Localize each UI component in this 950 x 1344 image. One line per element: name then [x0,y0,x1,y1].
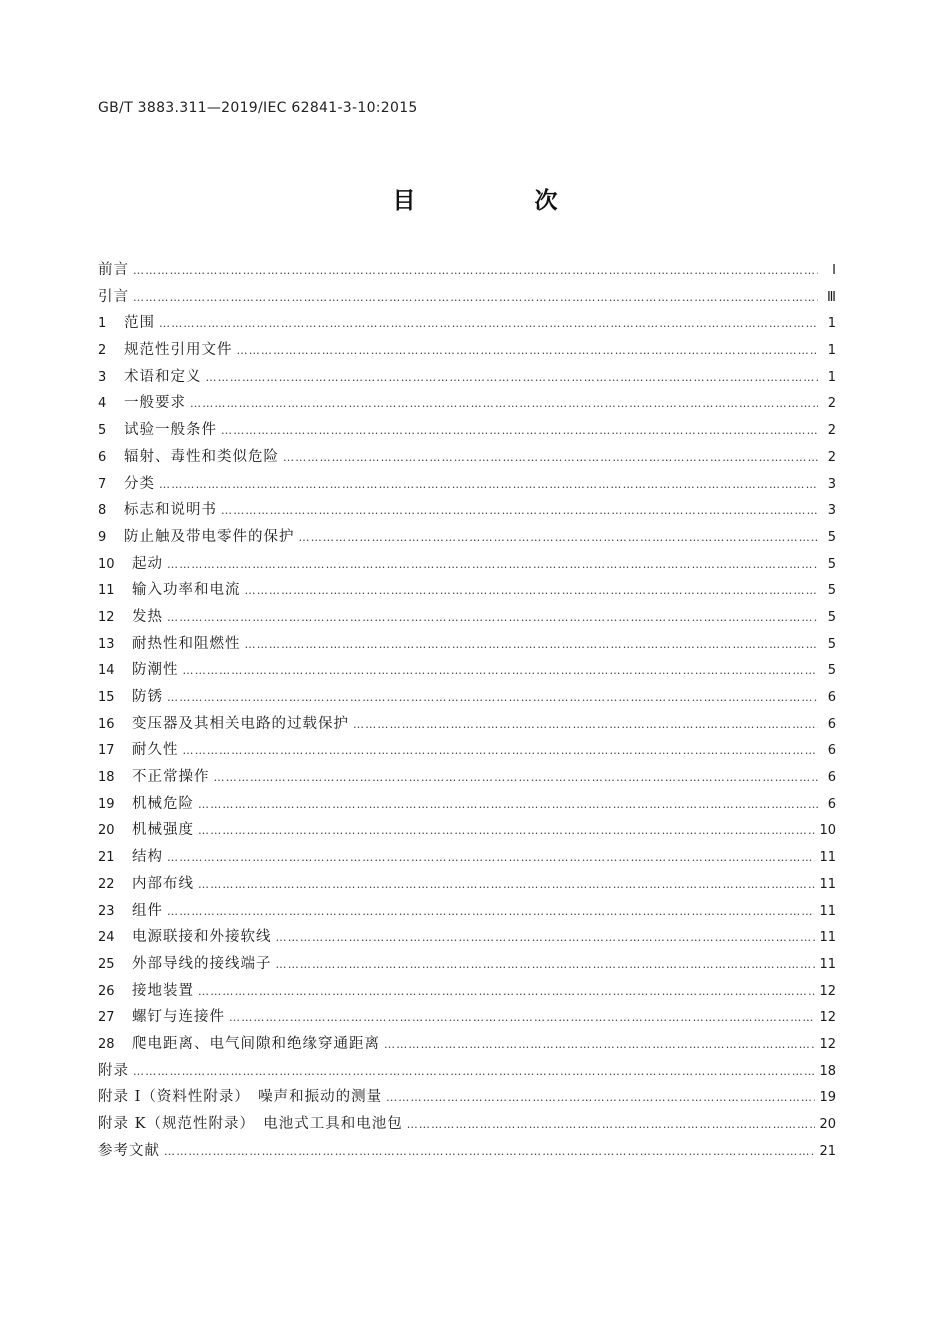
toc-entry-page: 5 [827,556,836,572]
toc-entry-page: 11 [819,930,836,946]
toc-entry-number: 1 [98,316,107,332]
toc-entry[interactable] [98,1004,836,1031]
toc-entry[interactable] [98,551,836,578]
toc-entry-page: 11 [819,876,836,892]
toc-entry-page: 21 [819,1143,836,1159]
toc-entry-label: 耐久性 [132,742,179,759]
toc-entry-page: 5 [827,529,836,545]
toc-entry-page: 11 [819,956,836,972]
toc-entry[interactable] [98,844,836,871]
toc-leader-dots [167,605,818,632]
toc-leader-dots [245,578,819,605]
toc-leader-dots [353,712,818,739]
toc-leader-dots [386,1085,815,1112]
toc-entry-number: 26 [98,983,115,999]
table-of-contents [98,257,836,1164]
toc-entry-page: 5 [827,609,836,625]
toc-entry-label: 结构 [132,849,163,866]
toc-entry[interactable] [98,737,836,764]
toc-leader-dots [198,872,815,899]
toc-entry-label: 爬电距离、电气间隙和绝缘穿通距离 [132,1035,380,1052]
toc-entry-number: 9 [98,529,107,545]
toc-leader-dots [229,1005,815,1032]
toc-leader-dots [384,1032,815,1059]
toc-entry[interactable] [98,390,836,417]
toc-leader-dots [237,338,819,365]
toc-entry-label: 组件 [132,902,163,919]
toc-entry-label: 输入功率和电流 [132,582,241,599]
toc-entry-number: 18 [98,770,115,786]
toc-entry-label: 参考文献 [98,1142,160,1159]
toc-entry[interactable] [98,684,836,711]
toc-entry[interactable] [98,604,836,631]
toc-entry-number: 16 [98,716,115,732]
toc-entry[interactable] [98,1111,836,1138]
toc-entry-number: 11 [98,583,115,599]
toc-entry-number: 6 [98,449,107,465]
toc-entry-number: 27 [98,1010,115,1026]
toc-leader-dots [183,658,819,685]
toc-leader-dots [221,418,818,445]
toc-entry[interactable] [98,711,836,738]
toc-entry-label: 一般要求 [124,395,186,412]
toc-leader-dots [133,1059,815,1086]
toc-entry-label: 范围 [124,315,155,332]
toc-entry-page: 1 [827,369,836,385]
toc-entry[interactable] [98,471,836,498]
toc-leader-dots [164,1139,815,1166]
toc-leader-dots [167,845,815,872]
toc-entry-number: 28 [98,1036,115,1052]
toc-leader-dots [167,552,818,579]
toc-entry-label: 电源联接和外接软线 [132,929,272,946]
toc-entry[interactable] [98,1138,836,1165]
toc-entry[interactable] [98,978,836,1005]
toc-leader-dots [198,979,815,1006]
toc-entry-page: 6 [827,716,836,732]
toc-entry-label: 术语和定义 [124,368,202,385]
toc-entry-label: 附录 K（规范性附录） 电池式工具和电池包 [98,1116,403,1132]
toc-entry[interactable] [98,924,836,951]
toc-entry[interactable] [98,1084,836,1111]
toc-entry-number: 17 [98,743,115,759]
toc-entry-number: 20 [98,823,115,839]
toc-entry[interactable] [98,1031,836,1058]
toc-entry-page: 5 [827,583,836,599]
toc-entry[interactable] [98,871,836,898]
toc-entry-number: 7 [98,476,107,492]
toc-entry-number: 3 [98,369,107,385]
standard-number: GB/T 3883.311—2019/IEC 62841-3-10:2015 [98,100,418,116]
toc-entry-page: 12 [819,983,836,999]
toc-leader-dots [407,1112,816,1139]
toc-entry-page: 6 [827,770,836,786]
toc-entry-label: 发热 [132,608,163,625]
toc-leader-dots [190,391,818,418]
toc-entry-page: 6 [827,690,836,705]
toc-leader-dots [183,738,819,765]
toc-entry-page: 2 [827,449,836,465]
toc-entry-page: 11 [819,850,836,866]
toc-entry-label: 内部布线 [132,875,194,892]
toc-entry[interactable] [98,577,836,604]
toc-leader-dots [276,925,816,952]
toc-entry-label: 螺钉与连接件 [132,1009,225,1026]
toc-entry-label: 引言 [98,288,129,305]
toc-entry-number: 2 [98,343,107,359]
toc-entry-page: 6 [827,796,836,812]
toc-entry-page: 18 [819,1063,836,1079]
toc-entry-label: 试验一般条件 [124,422,217,439]
toc-entry-label: 防锈 [132,689,163,705]
toc-entry-number: 8 [98,503,107,519]
toc-leader-dots [167,899,815,926]
toc-entry-number: 22 [98,876,115,892]
toc-entry-page: 5 [827,636,836,652]
toc-entry-label: 机械危险 [132,795,194,812]
toc-entry-page: 1 [827,343,836,359]
toc-leader-dots [245,632,819,659]
toc-entry[interactable] [98,337,836,364]
toc-entry[interactable] [98,951,836,978]
toc-entry-page: 12 [819,1010,836,1026]
toc-entry-number: 4 [98,396,107,412]
toc-entry-label: 附录 I（资料性附录） 噪声和振动的测量 [98,1089,383,1106]
toc-entry-page: 1 [827,316,836,332]
toc-leader-dots [198,792,818,819]
toc-entry-number: 5 [98,423,107,439]
toc-entry-number: 21 [98,850,115,866]
toc-entry-number: 13 [98,636,115,652]
toc-entry-number: 25 [98,956,115,972]
toc-entry-page: 11 [819,903,836,919]
toc-leader-dots [214,765,819,792]
toc-leader-dots [276,952,816,979]
toc-entry-number: 14 [98,663,115,679]
toc-leader-dots [167,685,818,712]
toc-entry-label: 接地装置 [132,982,194,999]
toc-entry[interactable] [98,310,836,337]
toc-entry-page: 2 [827,423,836,439]
toc-entry-number: 12 [98,609,115,625]
toc-entry-number: 19 [98,796,115,812]
toc-entry-number: 15 [98,690,115,705]
toc-entry-page: 12 [819,1036,836,1052]
toc-entry-page: Ⅲ [827,289,836,305]
page-title: 目 次 [392,188,606,214]
toc-entry-label: 变压器及其相关电路的过载保护 [132,715,349,732]
toc-entry-number: 24 [98,930,115,946]
toc-entry[interactable] [98,1058,836,1085]
toc-entry[interactable] [98,284,836,311]
toc-entry-label: 外部导线的接线端子 [132,955,272,972]
toc-entry[interactable] [98,417,836,444]
toc-entry[interactable] [98,791,836,818]
toc-leader-dots [133,258,818,285]
toc-entry[interactable] [98,764,836,791]
toc-entry-page: 10 [819,823,836,839]
toc-entry[interactable] [98,524,836,551]
toc-entry-label: 不正常操作 [132,769,210,786]
toc-entry-number: 10 [98,556,115,572]
toc-entry-label: 辐射、毒性和类似危险 [124,448,279,465]
toc-leader-dots [283,445,818,472]
toc-leader-dots [221,498,818,525]
toc-entry[interactable] [98,444,836,471]
toc-entry-page: Ⅰ [832,263,836,278]
toc-leader-dots [133,285,818,312]
toc-entry[interactable] [98,257,836,284]
toc-entry-label: 机械强度 [132,822,194,839]
toc-leader-dots [159,472,818,499]
toc-entry-number: 23 [98,903,115,919]
toc-leader-dots [159,311,818,338]
toc-entry[interactable] [98,898,836,925]
toc-entry-page: 2 [827,396,836,412]
toc-entry-page: 20 [819,1117,836,1132]
toc-entry[interactable] [98,657,836,684]
toc-entry-label: 起动 [132,555,163,572]
toc-entry-page: 5 [827,663,836,679]
toc-entry-label: 分类 [124,475,155,492]
toc-entry-label: 规范性引用文件 [124,342,233,359]
toc-entry[interactable] [98,817,836,844]
toc-entry-label: 标志和说明书 [124,502,217,519]
toc-entry-page: 19 [819,1090,836,1106]
toc-entry-label: 防潮性 [132,662,179,679]
toc-entry-label: 防止触及带电零件的保护 [124,528,295,545]
toc-entry[interactable] [98,497,836,524]
toc-entry-label: 前言 [98,262,129,278]
toc-leader-dots [206,365,819,392]
toc-leader-dots [299,525,819,552]
toc-entry-label: 附录 [98,1062,129,1079]
toc-entry[interactable] [98,364,836,391]
toc-leader-dots [198,818,815,845]
toc-entry-page: 6 [827,743,836,759]
toc-entry-label: 耐热性和阻燃性 [132,635,241,652]
toc-entry-page: 3 [827,476,836,492]
toc-entry-page: 3 [827,503,836,519]
toc-entry[interactable] [98,631,836,658]
